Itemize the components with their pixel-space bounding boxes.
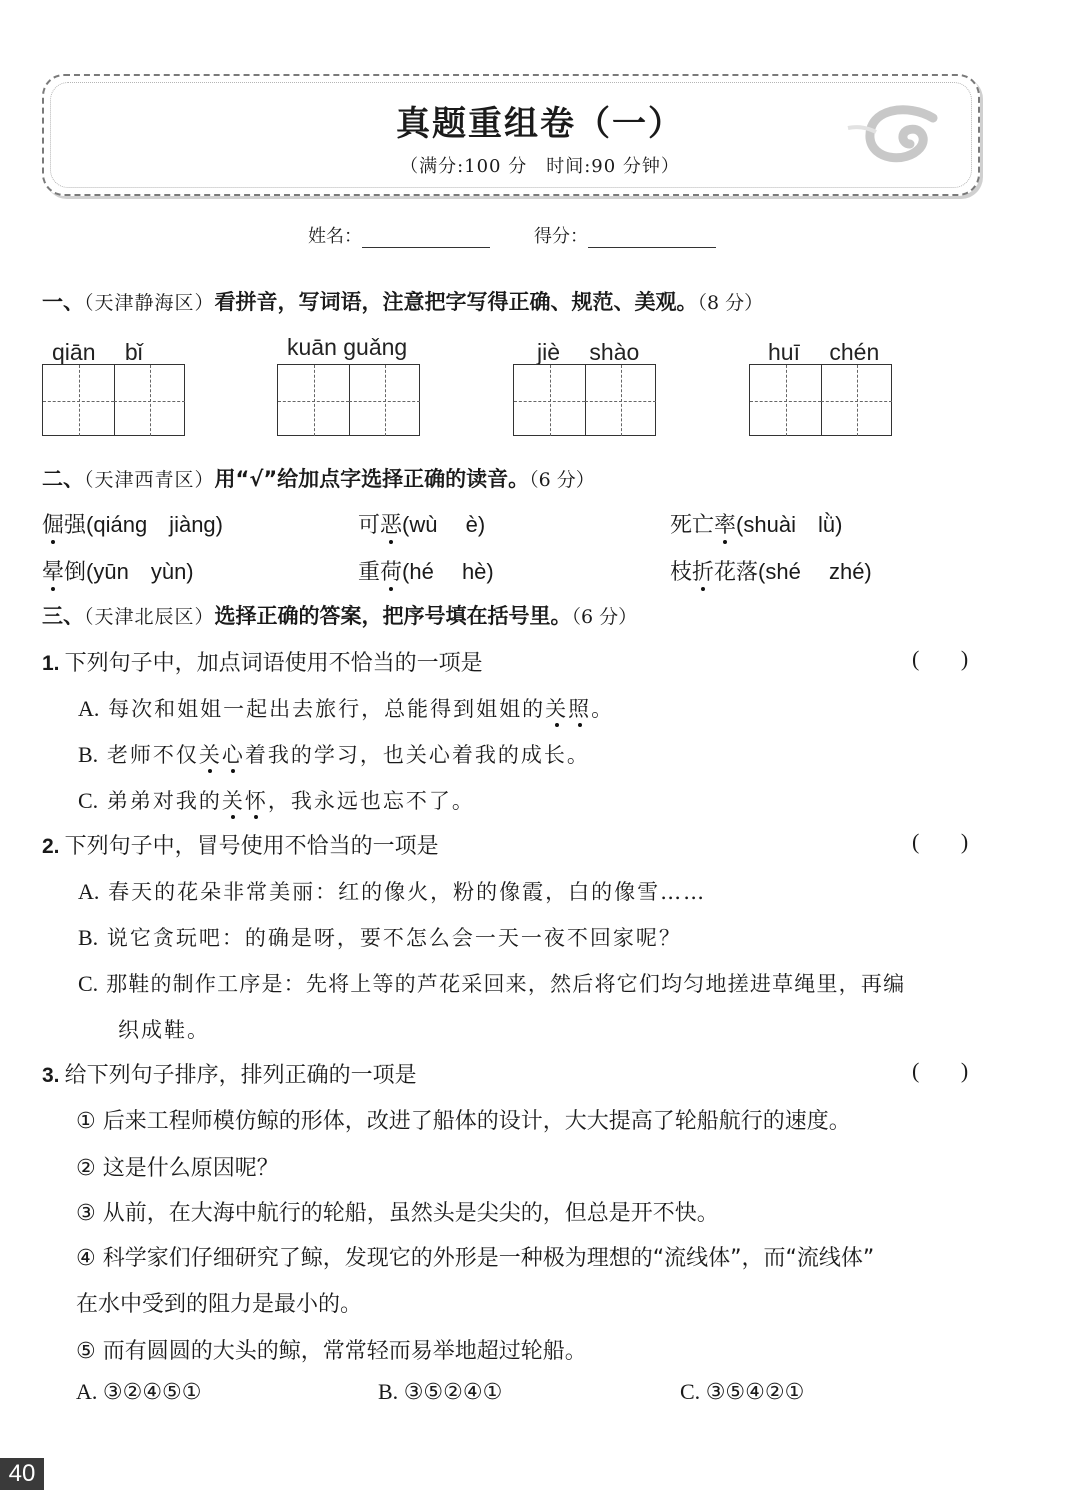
pinyin-1: qiān bǐ — [52, 339, 143, 365]
sentence-4: ④ 科学家们仔细研究了鲸，发现它的外形是一种极为理想的“流线体”，而“流线体” — [76, 1246, 875, 1271]
score-blank[interactable] — [588, 225, 716, 248]
name-blank[interactable] — [362, 225, 490, 248]
name-field[interactable] — [308, 222, 490, 248]
writing-grid-4[interactable] — [749, 364, 892, 436]
question-3-stem: 3. 给下列句子排序，排列正确的一项是 — [42, 1063, 417, 1088]
question-1-option-a: A. 每次和姐姐一起出去旅行，总能得到姐姐的关照。 — [78, 696, 615, 721]
page-title: 真题重组卷（一） — [396, 104, 684, 144]
question-1-option-b: B. 老师不仅关心着我的学习，也关心着我的成长。 — [78, 742, 590, 767]
word-item[interactable]: 重荷(hé hè) — [358, 559, 494, 585]
sentence-1: ① 后来工程师模仿鲸的形体，改进了船体的设计，大大提高了轮船航行的速度。 — [76, 1109, 851, 1134]
word-item[interactable]: 死亡率(shuài lǜ) — [670, 512, 843, 538]
word-item[interactable]: 枝折花落(shé zhé) — [670, 559, 872, 585]
writing-grid-3[interactable] — [513, 364, 656, 436]
question-2-option-c: C. 那鞋的制作工序是：先将上等的芦花采回来，然后将它们均匀地搓进草绳里，再编 — [78, 971, 906, 996]
question-2-option-a: A. 春天的花朵非常美丽：红的像火，粉的像霞，白的像雪…… — [78, 879, 707, 904]
sentence-4-continued: 在水中受到的阻力是最小的。 — [76, 1292, 363, 1317]
pinyin-2: kuān guǎng — [287, 334, 408, 360]
writing-grid-2[interactable] — [277, 364, 420, 436]
pinyin-4: huī chén — [768, 339, 880, 365]
question-2-option-c-continued: 织成鞋。 — [118, 1018, 210, 1042]
page-number: 40 — [0, 1458, 44, 1490]
section-1-heading: 一、（天津静海区）看拼音，写词语，注意把字写得正确、规范、美观。（8 分） — [42, 290, 764, 314]
score-label: 得分： — [534, 226, 588, 247]
question-3-option-b[interactable]: B. ③⑤②④① — [378, 1379, 503, 1405]
question-2-option-b: B. 说它贪玩吧：的确是呀，要不怎么会一天一夜不回家呢？ — [78, 925, 682, 950]
pinyin-3: jiè shào — [537, 339, 640, 365]
score-field[interactable] — [534, 222, 716, 248]
word-item[interactable]: 倔强(qiáng jiàng) — [42, 512, 223, 538]
writing-grid-1[interactable] — [42, 364, 185, 436]
section-2-heading: 二、（天津西青区）用“√”给加点字选择正确的读音。（6 分） — [42, 467, 595, 491]
page-subtitle: （满分:100 分 时间:90 分钟） — [400, 156, 680, 177]
word-item[interactable]: 晕倒(yūn yùn) — [42, 559, 194, 585]
sentence-3: ③ 从前，在大海中航行的轮船，虽然头是尖尖的，但总是开不快。 — [76, 1201, 719, 1226]
question-1-option-c: C. 弟弟对我的关怀，我永远也忘不了。 — [78, 788, 475, 813]
question-2-stem: 2. 下列句子中，冒号使用不恰当的一项是 — [42, 834, 439, 859]
name-label: 姓名： — [308, 226, 362, 247]
section-3-heading: 三、（天津北辰区）选择正确的答案，把序号填在括号里。（6 分） — [42, 604, 638, 628]
question-3-option-c[interactable]: C. ③⑤④②① — [680, 1379, 805, 1405]
sentence-2: ② 这是什么原因呢？ — [76, 1156, 279, 1181]
sentence-5: ⑤ 而有圆圆的大头的鲸，常常轻而易举地超过轮船。 — [76, 1339, 587, 1364]
answer-bracket[interactable]: ( ) — [912, 829, 969, 854]
question-3-option-a[interactable]: A. ③②④⑤① — [76, 1379, 202, 1405]
question-1-stem: 1. 下列句子中，加点词语使用不恰当的一项是 — [42, 651, 483, 676]
answer-bracket[interactable]: ( ) — [912, 1058, 969, 1083]
answer-bracket[interactable]: ( ) — [912, 646, 969, 671]
word-item[interactable]: 可恶(wù è) — [358, 512, 486, 538]
